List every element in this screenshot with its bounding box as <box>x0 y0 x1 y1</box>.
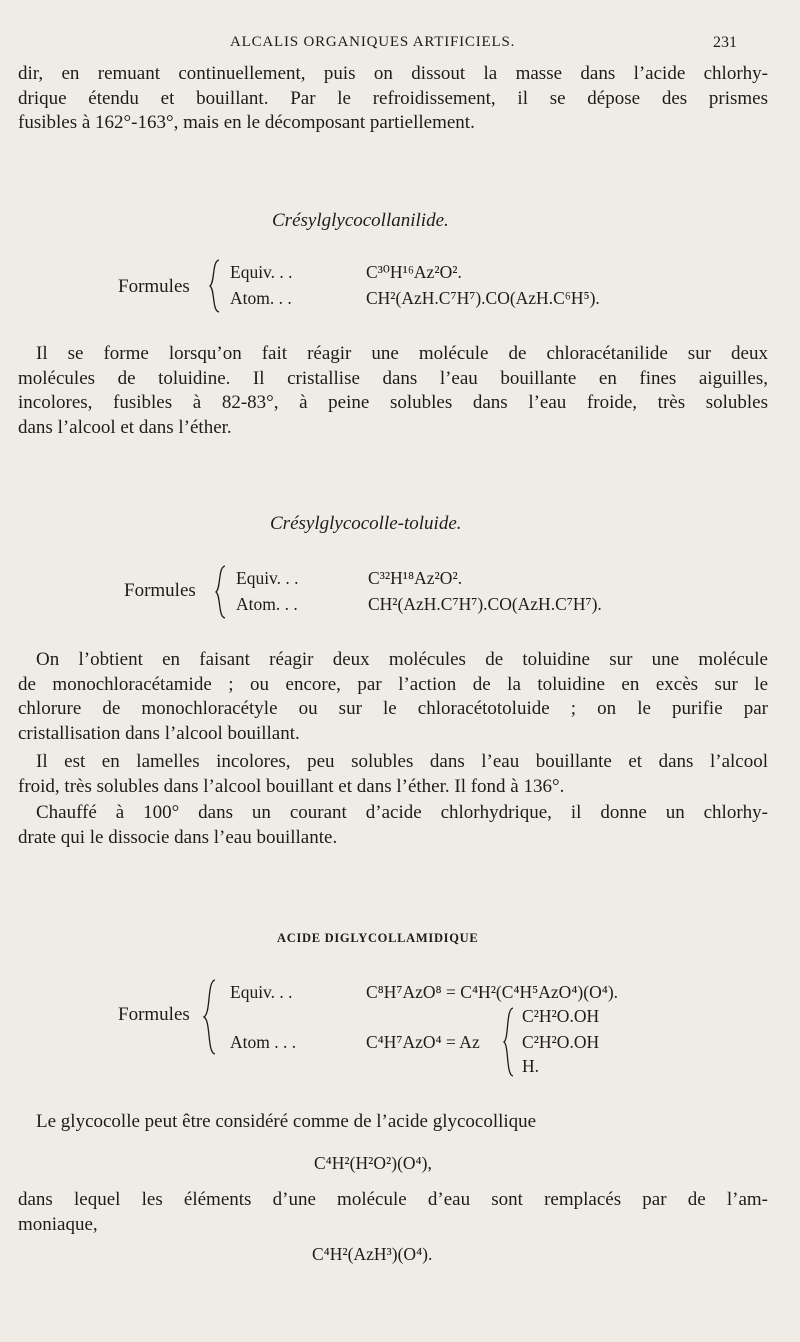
atom-group: H. <box>522 1056 540 1076</box>
paragraph-continuation <box>18 62 768 136</box>
text-line: Chauffé à 100° dans un courant d’acide chlorhydrique, il donne un chlorhy- <box>36 802 768 823</box>
section-title: ACIDE DIGLYCOLLAMIDIQUE <box>277 931 479 945</box>
atom-formula: C⁴H⁷AzO⁴ = Az <box>366 1032 480 1052</box>
text-line: dans l’alcool et dans l’éther. <box>18 416 232 438</box>
text-line: de monochloracétamide ; ou encore, par l’action de la toluidine en excès sur le <box>18 673 768 695</box>
text-line: Il se forme lorsqu’on fait réagir une molécule de chloracétanilide sur deux <box>36 343 768 364</box>
equiv-formula: C³²H¹⁸Az²O². <box>368 568 463 588</box>
atom-label: Atom. . . <box>230 288 292 308</box>
text-line: dir, en remuant continuellement, puis on dissout la masse dans l’acide chlorhy- <box>18 63 768 84</box>
text-line: dans lequel les éléments d’une molécule d’eau sont remplacés par de l’am- <box>18 1189 768 1210</box>
text-line: fusibles à 162°-163°, mais en le décomposant partiellement. <box>18 112 475 133</box>
text-line: molécules de toluidine. Il cristallise dans l’eau bouillante en fines aiguilles, <box>18 367 768 389</box>
paragraph-preparation <box>18 648 768 746</box>
formula-acide-glycocollique: C⁴H²(H²O²)(O⁴), <box>314 1153 432 1173</box>
equiv-formula: C³⁰H¹⁶Az²O². <box>366 262 462 282</box>
text-line: froid, très solubles dans l’alcool bouillant et dans l’éther. Il fond à 136°. <box>18 775 565 797</box>
text-line: moniaque, <box>18 1213 98 1235</box>
brace-icon <box>206 258 224 314</box>
atom-formula: CH²(AzH.C⁷H⁷).CO(AzH.C⁶H⁵). <box>366 288 600 308</box>
atom-formula: CH²(AzH.C⁷H⁷).CO(AzH.C⁷H⁷). <box>368 594 602 614</box>
brace-icon <box>212 564 230 620</box>
text-line: drique étendu et bouillant. Par le refroidissement, il se dépose des prismes <box>18 87 768 109</box>
brace-icon <box>500 1006 518 1078</box>
formules-label: Formules <box>118 276 190 297</box>
paragraph-glycocolle <box>18 1110 768 1135</box>
formules-label: Formules <box>118 1004 190 1025</box>
paragraph-chlorhydrate <box>18 801 768 850</box>
text-line: Il est en lamelles incolores, peu solubles dans l’eau bouillante et dans l’alcool <box>36 751 768 772</box>
text-line: cristallisation dans l’alcool bouillant. <box>18 722 300 744</box>
equiv-label: Equiv. . . <box>230 262 293 282</box>
paragraph-properties <box>18 750 768 799</box>
atom-group: C²H²O.OH <box>522 1032 600 1052</box>
formules-label: Formules <box>124 580 196 601</box>
text-line: Le glycocolle peut être considéré comme de l’acide glycocollique <box>36 1111 537 1132</box>
atom-label: Atom. . . <box>236 594 298 614</box>
page-number: 231 <box>713 34 737 51</box>
brace-icon <box>200 978 220 1056</box>
atom-group: C²H²O.OH <box>522 1006 600 1026</box>
equiv-formula: C⁸H⁷AzO⁸ = C⁴H²(C⁴H⁵AzO⁴)(O⁴). <box>366 982 619 1002</box>
text-line: chlorure de monochloracétyle ou sur le chloracétotoluide ; on le purifie par <box>18 698 768 719</box>
section-title: Crésylglycocolle-toluide. <box>270 513 462 534</box>
atom-label: Atom . . . <box>230 1032 297 1052</box>
equiv-label: Equiv. . . <box>236 568 299 588</box>
paragraph-description <box>18 342 768 440</box>
section-title: Crésylglycocollanilide. <box>272 210 449 231</box>
text-line: drate qui le dissocie dans l’eau bouillante. <box>18 826 338 848</box>
text-line: incolores, fusibles à 82-83°, à peine solubles dans l’eau froide, très solubles <box>18 392 768 413</box>
paragraph-ammoniaque <box>18 1188 768 1237</box>
running-head: ALCALIS ORGANIQUES ARTIFICIELS. <box>230 34 516 50</box>
equiv-label: Equiv. . . <box>230 982 293 1002</box>
formula-glycocolle: C⁴H²(AzH³)(O⁴). <box>312 1244 433 1264</box>
text-line: On l’obtient en faisant réagir deux molécules de toluidine sur une molécule <box>36 649 768 670</box>
